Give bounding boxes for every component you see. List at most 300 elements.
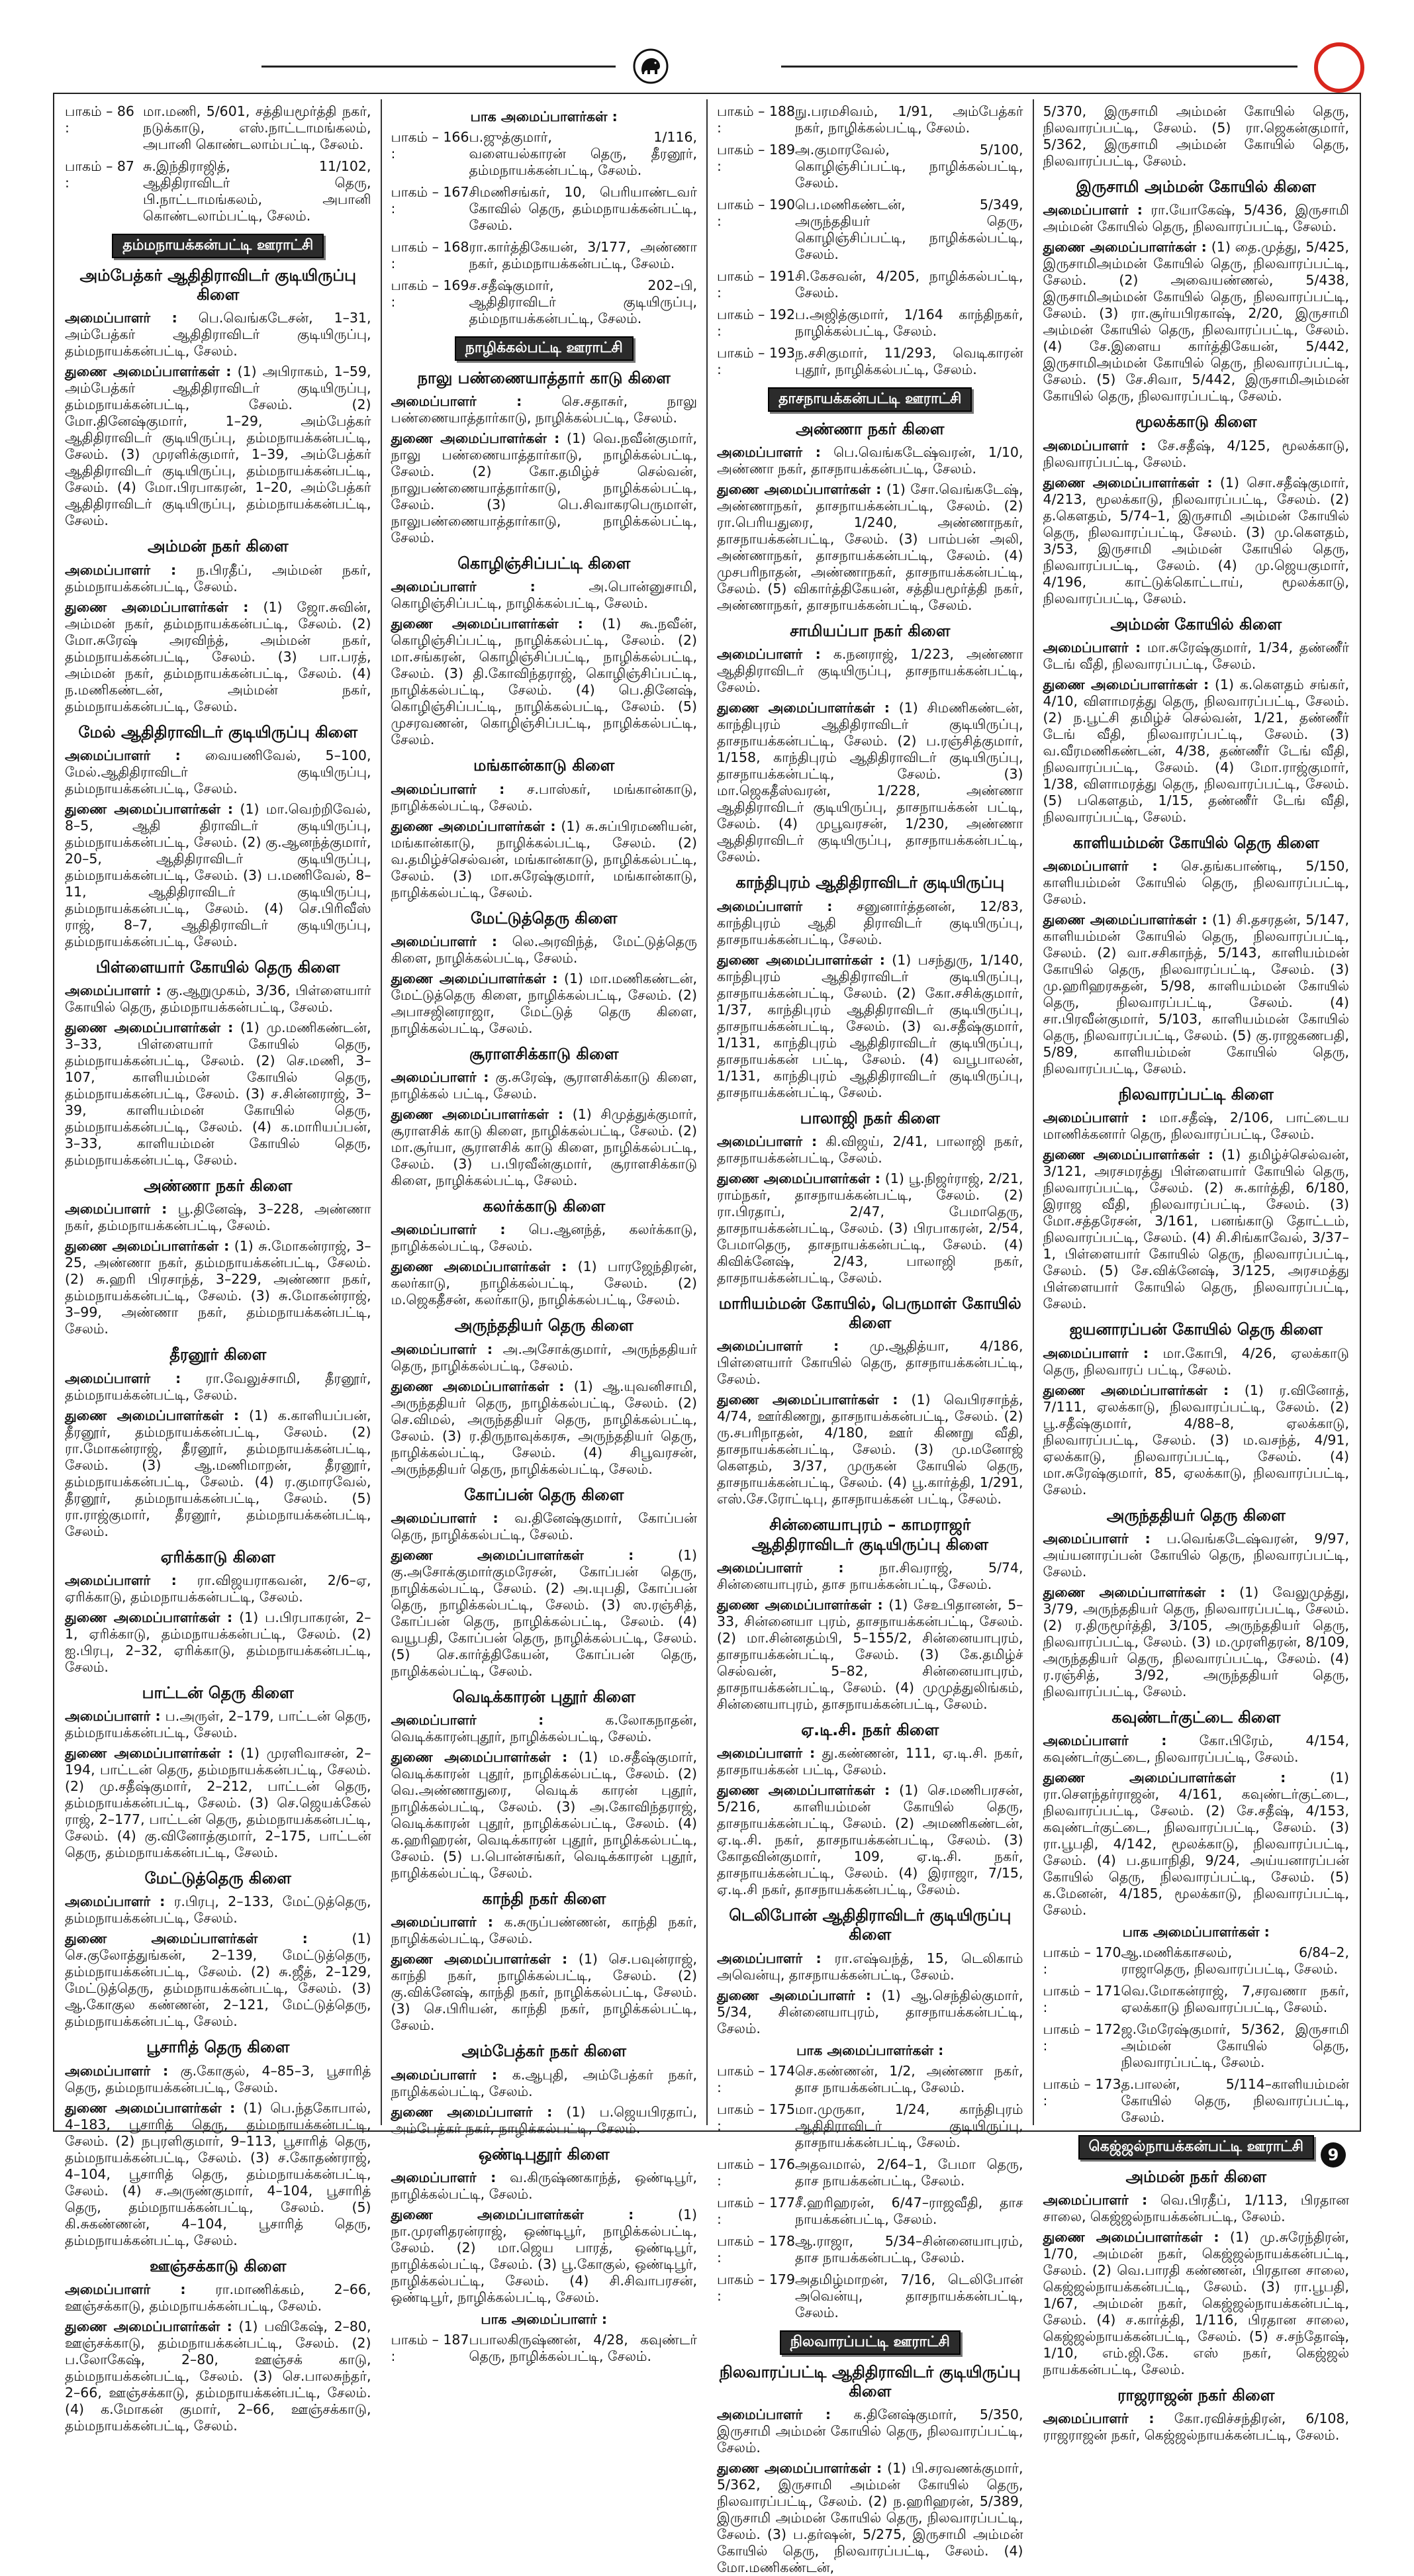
member-entry — [65, 363, 371, 529]
member-role-label: துணை அமைப்பாளர்கள் : — [65, 1020, 234, 1036]
member-role-label: அமைப்பாளர் : — [717, 1745, 816, 1762]
member-entry-text: ந.பிரதீப், அம்மன் நகர், தம்மநாயக்கன்பட்டி, சேலம். — [65, 561, 371, 595]
member-role-label: துணை அமைப்பாளர் : — [717, 1987, 871, 2003]
member-entry — [1043, 239, 1350, 405]
member-entry — [391, 781, 698, 814]
branch-heading: இருசாமி அம்மன் கோயில் கிளை — [1076, 177, 1316, 196]
member-role-label: அமைப்பாளர் : — [717, 444, 821, 461]
member-role-label: துணை அமைப்பாளர்கள் : — [391, 430, 560, 447]
member-role-label: அமைப்பாளர் : — [65, 561, 177, 578]
booth-label: பாகம் – 166 : — [391, 129, 469, 162]
member-entry-text: வ.தினேஷ்குமார், கோப்பன் தெரு, நாழிக்கல்பட்டி, சேலம். — [391, 1509, 697, 1543]
booth-row — [1043, 1944, 1350, 1978]
member-entry — [65, 310, 371, 359]
booth-list-heading: பாக அமைப்பாளர்கள் : — [470, 109, 618, 124]
member-entry-text: கோ.ரவிச்சந்திரன், 6/108, ராஜராஜன் நகர், கெஜ்ஜல்நாயக்கன்பட்டி, சேலம். — [1043, 2410, 1349, 2444]
member-role-label: துணை அமைப்பாளர்கள் : — [1043, 1147, 1214, 1163]
member-role-label: துணை அமைப்பாளர்கள் : — [65, 2099, 236, 2116]
member-entry — [391, 616, 698, 748]
member-role-label: அமைப்பாளர் : — [391, 1712, 544, 1729]
member-entry-text: (1) சேஉபிதானன், 5–33, சின்னையா புரம், தாசநாயக்கன்பட்டி, சேலம். (2) மா.சின்னதம்பி, 5–155/2, சின்னையாபுரம், தாசநாயக்கன்பட்டி, சேலம். (3) கே.தமிழ்ச் செல்வன், 5–82, சின்னையாபுரம், தாசநாயக்கன்பட்டி, சேலம். (4) முமுத்துலிங்கம், சின்னையாபுரம், தாசநாயக்கன்பட்டி, சேலம். — [717, 1596, 1023, 1712]
member-entry — [717, 952, 1023, 1101]
member-entry — [391, 430, 698, 546]
member-entry-text: (1) ஆ.யுவனிசாமி, அருந்ததியர் தெரு, நாழிக்கல்பட்டி, சேலம். (2) செ.விமல், அருந்ததியர் தெரு, நாழிக்கல்பட்டி, சேலம். (3) ர.திருநாவுக்கரசு, அருந்ததியர் தெரு, நாழிக்கல்பட்டி, சேலம். (4) சிபூவரசன், அருந்ததியர் தெரு, நாழிக்கல்பட்டி, சேலம். — [391, 1378, 697, 1477]
member-entry — [65, 2281, 371, 2314]
member-entry — [1043, 202, 1350, 235]
booth-label: பாகம் – 87 : — [65, 158, 134, 191]
member-entry — [65, 2100, 371, 2249]
branch-heading: கோப்பன் தெரு கிளை — [464, 1485, 624, 1504]
member-entry-text: ரா.மாணிக்கம், 2–66, ஊஞ்சக்காடு, தம்மநாயக்கன்பட்டி, சேலம். — [65, 2281, 371, 2314]
article-columns — [56, 99, 1358, 2576]
member-role-label: அமைப்பாளர் : — [1043, 858, 1158, 875]
member-role-label: துணை அமைப்பாளர்கள் : — [1043, 1584, 1226, 1600]
booth-text: சீ.ஹரிஹரன், 6/47–ராஜவீதி, தாச நாயக்கன்பட்டி, சேலம். — [795, 2194, 1023, 2227]
member-role-label: துணை அமைப்பாளர்கள் : — [717, 481, 882, 498]
member-entry — [1043, 2192, 1350, 2225]
booth-row — [391, 2332, 698, 2365]
member-role-label: அமைப்பாளர் : — [717, 646, 821, 663]
member-role-label: அமைப்பாளர் : — [391, 2066, 498, 2083]
member-role-label: துணை அமைப்பாளர்கள் : — [391, 1259, 567, 1275]
member-role-label: துணை அமைப்பாளர்கள் : — [65, 1609, 233, 1625]
booth-label: பாகம் – 168 : — [391, 239, 469, 271]
section-banner-label: தம்மநாயக்கன்பட்டி ஊராட்சி — [112, 234, 324, 258]
member-entry — [717, 1560, 1023, 1593]
member-role-label: அமைப்பாளர் : — [717, 898, 833, 914]
member-entry — [65, 1201, 371, 1234]
member-entry — [65, 1931, 371, 2030]
member-role-label: அமைப்பாளர் : — [391, 1341, 493, 1357]
member-entry-text: அ.அசோக்குமார், அருந்ததியர் தெரு, நாழிக்கல்பட்டி, சேலம். — [391, 1341, 697, 1374]
booth-text: பபாலகிருஷ்ணன், 4/28, கவுண்டர் தெரு, நாழிக்கல்பட்டி, சேலம். — [469, 2332, 697, 2365]
member-entry-text: (1) சிமணிகண்டன், காந்திபுரம் ஆதிதிராவிடர் குடியிருப்பு, தாசநாயக்கன்பட்டி, சேலம். (2) ப.ரஞ்சித்குமார், 1/158, காந்திபுரம் ஆதிதிராவிடர் குடியிருப்பு, தாசநாயக்கன்பட்டி, சேலம். (3) மா.ஜெகதீஸ்வரன், 1/228, அண்ணா ஆதிதிராவிடர் குடியிருப்பு, தாசநாயக்கன் பட்டி, சேலம். (4) முபூவரசன், 1/230, அண்ணா ஆதிதிராவிடர் குடியிருப்பு, தாசநாயக்கன்பட்டி, சேலம். — [717, 700, 1023, 865]
member-entry — [1043, 1147, 1350, 1312]
member-entry-text: வ.கிருஷ்ணகாந்த், ஒண்டிபூர், நாழிக்கல்பட்டி, சேலம். — [391, 2170, 697, 2203]
member-entry-text: (1) கு.அசோக்குமார்குமரேசன், கோப்பன் தெரு, நாழிக்கல்பட்டி, சேலம். (2) அ.யுபதி, கோப்பன் தெரு, நாழிக்கல்பட்டி, சேலம். (3) ஸ.ரஞ்சித், கோப்பன் தெரு, நாழிக்கல்பட்டி, சேலம். (4) வயூபதி, கோப்பன் தெரு, நாழிக்கல்பட்டி, சேலம். (5) செ.கார்த்திகேயன், கோப்பன் தெரு, நாழிக்கல்பட்டி, சேலம். — [391, 1547, 697, 1679]
section-banner-label: கெஜ்ஜல்நாயக்கன்பட்டி ஊராட்சி — [1078, 2135, 1314, 2160]
member-entry-text: (1) ர.வினோத், 7/111, ஏலக்காடு, நிலவாரப்பட்டி, சேலம். (2) பூ.சதீஷ்குமார், 4/88–8, ஏலக்காடு, நிலவாரப்பட்டி, சேலம். (3) ம.வசந்த், 4/91, ஏலக்காடு, நிலவாரப்பட்டி, சேலம். (4) மா.சுரேஷ்குமார், 85, ஏலக்காடு, நிலவாரப்பட்டி, சேலம். — [1043, 1382, 1350, 1498]
member-entry — [717, 481, 1023, 614]
member-entry-text: ரா.விஜயராகவன், 2/6–ஏ, ஏரிக்காடு, தம்மநாயக்கன்பட்டி, சேலம். — [65, 1572, 371, 1605]
member-entry — [391, 1221, 698, 1255]
member-entry-text: (1) ப.ஜெயபிரதாப், அம்பேத்கர் நகர், நாழிக்கல்பட்டி, சேலம். — [391, 2103, 697, 2136]
member-role-label: அமைப்பாளர் : — [391, 393, 522, 410]
booth-text: நு.பரமசிவம், 1/91, அம்பேத்கர் நகர், நாழிக்கல்பட்டி, சேலம். — [795, 103, 1023, 136]
member-entry-text: பெ.வெங்கடேசன், 1–31, அம்பேத்கர் ஆதிதிராவிடர் குடியிருப்பு, தம்மநாயக்கன்பட்டி, சேலம். — [65, 310, 371, 359]
booth-text: ச.சதீஷ்குமார், 202–பி, ஆதிதிராவிடர் குடியிருப்பு, தம்மநாயக்கன்பட்டி, சேலம். — [469, 277, 697, 326]
branch-heading: அம்மன் நகர் கிளை — [1125, 2167, 1267, 2186]
branch-heading: நிலவாரப்பட்டி ஆதிதிராவிடர் குடியிருப்பு கிளை — [719, 2362, 1021, 2401]
member-entry-text: செ.சதாசுர், நாலு பண்ணையாத்தார்காடு, நாழிக்கல்பட்டி, சேலம். — [391, 393, 697, 426]
member-role-label: அமைப்பாளர் : — [65, 1370, 181, 1386]
branch-heading: அண்ணா நகர் கிளை — [796, 419, 945, 438]
booth-row — [717, 2063, 1023, 2096]
branch-heading: ஐயனாரப்பன் கோயில் தெரு கிளை — [1069, 1320, 1323, 1339]
page-header — [0, 0, 1414, 99]
member-entry-text: (1) வெபிரசாந்த், 4/74, ஊர்கிணறு, தாசநாயக்கன்பட்டி, சேலம். (2) ரு.சபரிநாதன், 4/180, ஊர் கிணறு வீதி, தாசநாயக்கன்பட்டி, சேலம். (3) மு.மனோஜ் கௌதம், 3/37, முருகன் கோயில் தெரு, தாசநாயக்கன்பட்டி, சேலம். (4) பூ.கார்த்தி, 1/291, எஸ்.சே.ரோட்டிபு, தாசநாயக்கன் பட்டி, சேலம். — [717, 1392, 1023, 1507]
booth-text: சு.இந்திராஜித், 11/102, ஆதிதிராவிடர் தெரு, பி.நாட்டாமங்கலம், அபானி கொண்டலாம்பட்டி, சேலம். — [143, 158, 371, 224]
branch-heading: மூலக்காடு கிளை — [1135, 412, 1257, 432]
member-role-label: அமைப்பாளர் : — [391, 579, 536, 595]
member-entry-text: (1) நா.முரளிதரன்ராஜ், ஒண்டிபூர், நாழிக்கல்பட்டி, சேலம். (2) மா.ஜெய பாரத், ஒண்டிபூர், நாழிக்கல்பட்டி, சேலம். (3) பூ.கோகுல், ஒண்டிபூர், நாழிக்கல்பட்டி, சேலம். (4) சி.சிவாபரசன், ஒண்டிபூர், நாழிக்கல்பட்டி, சேலம். — [391, 2207, 697, 2306]
member-entry-text: (1) பி.சரவணக்குமார், 5/362, இருசாமி அம்மன் கோயில் தெரு, நிலவாரப்பட்டி, சேலம். (2) ந.ஹரிஹரன், 5/389, இருசாமி அம்மன் கோயில் தெரு, நிலவாரப்பட்டி, சேலம். (3) ப.தர்ஷன், 5/275, இருசாமி அம்மன் கோயில் தெரு, நிலவாரப்பட்டி, சேலம். (4) மோ.மணிகண்டன், — [717, 2460, 1023, 2576]
member-entry-text: (1) ரா.செளந்தர்ராஜன், 4/161, கவுண்டர்குட்டை, நிலவாரப்பட்டி, சேலம். (2) சே.சதீஷ், 4/153, கவுண்டர்குட்டை, நிலவாரப்பட்டி, சேலம். (3) ரா.பூபதி, 4/142, மூலக்காடு, நிலவாரப்பட்டி, சேலம். (4) ப.தயாநிதி, 9/24, அய்யனாரப்பன் கோயில் தெரு, நிலவாரப்பட்டி, சேலம். (5) க.மேனன், 4/185, மூலக்காடு, நிலவாரப்பட்டி, சேலம். — [1043, 1770, 1349, 1919]
member-role-label: அமைப்பாளர் : — [717, 1559, 844, 1576]
member-entry-text: ச.பாஸ்கர், மங்கான்காடு, நாழிக்கல்பட்டி, சேலம். — [391, 781, 697, 814]
booth-text: அதவமால், 2/64–1, பேமா தெரு, தாச நாயக்கன்பட்டி, சேலம். — [795, 2156, 1023, 2189]
member-entry-text: (1) மா.மணிகண்டன், மேட்டுத்தெரு கிளை, நாழிக்கல்பட்டி, சேலம். (2) அபாசஜினராஜா, மேட்டுத் தெரு கிளை, நாழிக்கல்பட்டி, சேலம். — [391, 970, 697, 1036]
member-entry-text: (1) க.காளியப்பன், தீரனூர், தம்மநாயக்கன்பட்டி, சேலம். (2) ரா.மோகன்ராஜ், தீரனூர், தம்மநாயக்கன்பட்டி, சேலம். (3) ஆ.மணிமாறன், தீரனூர், தம்மநாயக்கன்பட்டி, சேலம். (4) ர.குமாரவேல், தீரனூர், தம்மநாயக்கன்பட்டி, சேலம். (5) ரா.ராஜ்குமார், தீரனூர், தம்மநாயக்கன்பட்டி, சேலம். — [65, 1407, 371, 1539]
member-entry — [717, 646, 1023, 696]
member-role-label: அமைப்பாளர் : — [717, 1950, 822, 1966]
elephant-logo-icon — [632, 48, 669, 85]
member-entry-text: செ.தங்கபாண்டி, 5/150, காளியம்மன் கோயில் தெரு, நிலவாரப்பட்டி, சேலம். — [1043, 858, 1349, 908]
member-role-label: அமைப்பாளர் : — [391, 1069, 489, 1086]
branch-heading: மேட்டுத்தெரு கிளை — [471, 908, 618, 928]
booth-label: பாகம் – 175 : — [717, 2101, 795, 2134]
member-entry-text: (1) பாரஜேந்திரன், கலர்காடு, நாழிக்கல்பட்டி, சேலம். (2) ம.ஜெகதீசன், கலர்காடு, நாழிக்கல்பட்டி, சேலம். — [391, 1259, 697, 1308]
member-entry-text: (1) ஆ.செந்தில்குமார், 5/34, சின்னையாபுரம், தாசநாயக்கன்பட்டி, சேலம். — [717, 1987, 1023, 2036]
member-entry-text: (1) சோ.வெங்கடேஷ், அண்ணாநகர், தாசநாயக்கன்பட்டி, சேலம். (2) ரா.பெரியதுரை, 1/240, அண்ணாநகர், தாசநாயக்கன்பட்டி, சேலம். (3) பாம்பன் அலி, அண்ணாநகர், தாசநாயக்கன்பட்டி, சேலம். (4) முசபரிநாதன், அண்ணாநகர், தாசநாயக்கன்பட்டி, சேலம். (5) விகார்த்திகேயன், சத்தியமூர்த்தி நகர், அண்ணாநகர், தாசநாயக்கன்பட்டி, சேலம். — [717, 481, 1023, 614]
member-entry — [1043, 2229, 1350, 2378]
member-entry — [391, 2207, 698, 2306]
member-role-label: அமைப்பாளர் : — [391, 933, 498, 949]
member-entry — [65, 1893, 371, 1927]
booth-text: ஆ.மணிக்காசலம், 6/84–2, ராஜாதெரு, நிலவாரப்பட்டி, சேலம். — [1121, 1944, 1349, 1978]
member-role-label: துணை அமைப்பாளர்கள் : — [1043, 1770, 1286, 1786]
member-entry — [391, 1547, 698, 1680]
member-entry — [717, 2407, 1023, 2456]
member-entry-text: கி.விஜய், 2/41, பாலாஜி நகர், தாசநாயக்கன்பட்டி, சேலம். — [717, 1133, 1023, 1166]
booth-text: பெ.மணிகண்டன், 5/349, அருந்ததியர் தெரு, கொழிஞ்சிப்பட்டி, நாழிக்கல்பட்டி, சேலம். — [795, 197, 1023, 262]
branch-heading: ஒண்டிபுதூர் கிளை — [478, 2144, 610, 2164]
member-role-label: அமைப்பாளர் : — [391, 2170, 496, 2186]
booth-text: ப.அஜித்குமார், 1/164 காந்திநகர், நாழிக்கல்பட்டி, சேலம். — [795, 307, 1023, 339]
member-entry — [65, 1238, 371, 1337]
booth-row — [391, 184, 698, 234]
branch-heading: ஏரிக்காடு கிளை — [160, 1547, 275, 1566]
column-1 — [56, 99, 382, 2434]
branch-heading: சின்னையாபுரம் – காமராஜர் ஆதிதிராவிடர் குடியிருப்பு கிளை — [751, 1515, 988, 1554]
member-entry — [1043, 475, 1350, 607]
member-role-label: துணை அமைப்பாளர்கள் : — [717, 1392, 898, 1408]
branch-heading: அருந்ததியர் தெரு கிளை — [1106, 1505, 1286, 1525]
member-entry — [1043, 438, 1350, 471]
member-entry — [1043, 1733, 1350, 1766]
member-role-label: அமைப்பாளர் : — [391, 781, 505, 797]
member-role-label: துணை அமைப்பாளர்கள் : — [391, 1951, 568, 1968]
member-role-label: துணை அமைப்பாளர்கள் : — [717, 700, 890, 716]
booth-label: பாகம் – 188 : — [717, 103, 795, 136]
booth-text: ஆ.ராஜா, 5/34–சின்னையாபுரம், தாச நாயக்கன்பட்டி, சேலம். — [795, 2232, 1023, 2266]
member-entry-text: சனுனார்த்தனன், 12/83, காந்திபுரம் ஆதி திராவிடர் குடியிருப்பு, தாசநாயக்கன்பட்டி, சேலம். — [717, 898, 1023, 947]
member-entry — [65, 562, 371, 595]
branch-heading: அண்ணா நகர் கிளை — [144, 1176, 293, 1196]
corner-circle-ornament — [1314, 42, 1364, 93]
member-role-label: அமைப்பாளர் : — [65, 1893, 165, 1910]
branch-heading: ஊஞ்சக்காடு கிளை — [150, 2256, 287, 2275]
branch-heading: பாட்டன் தெரு கிளை — [142, 1683, 294, 1702]
member-entry-text: (1) மு.மணிகண்டன், 3–33, பிள்ளையார் கோயில் தெரு, தம்மநாயக்கன்பட்டி, சேலம். (2) செ.மணி, 3–107, காளியம்மன் கோயில் தெரு, தம்மநாயக்கன்பட்டி, சேலம். (3) ச.சின்னராஜ், 3–39, காளியம்மன் கோயில் தெரு, தம்மநாயக்கன்பட்டி, சேலம். (4) க.மாரியப்பன், 3–33, காளியம்மன் கோயில் தெரு, தம்மநாயக்கன்பட்டி, சேலம். — [65, 1020, 371, 1169]
member-role-label: துணை அமைப்பாளர்கள் : — [1043, 1382, 1229, 1398]
booth-text: ரா.கார்த்திகேயன், 3/177, அண்ணா நகர், தம்மநாயக்கன்பட்டி, சேலம். — [469, 239, 697, 271]
member-entry — [717, 1987, 1023, 2037]
member-role-label: துணை அமைப்பாளர்கள் : — [717, 1596, 883, 1613]
member-entry — [391, 1510, 698, 1543]
booth-row — [717, 2233, 1023, 2266]
member-role-label: துணை அமைப்பாளர்கள் : — [65, 1407, 240, 1423]
booth-text: ஜ.மேரேஷ்குமார், 5/362, இருசாமி அம்மன் கோயில் தெரு, நிலவாரப்பட்டி, சேலம். — [1121, 2021, 1349, 2071]
member-entry-text: நா.சிவராஜ், 5/74, சின்னையாபுரம், தாச நாயக்கன்பட்டி, சேலம். — [717, 1559, 1023, 1592]
member-entry — [391, 933, 698, 967]
member-entry-text: (1) செ.குலோத்துங்கன், 2–139, மேட்டுத்தெரு, தம்மநாயக்கன்பட்டி, சேலம். (2) சு.ஜீத், 2–129, மேட்டுத்தெரு, தம்மநாயக்கன்பட்டி, சேலம். (3) ஆ.கோகுல கண்ணன், 2–121, மேட்டுத்தெரு, தம்மநாயக்கன்பட்டி, சேலம். — [65, 1931, 371, 2030]
member-entry-text: (1) சு.சுப்பிரமணியன், மங்கான்காடு, நாழிக்கல்பட்டி, சேலம். (2) வ.தமிழ்ச்செல்வன், மங்கான்காடு, நாழிக்கல்பட்டி, சேலம். (3) மா.சுரேஷ்குமார், மங்கான்காடு, நாழிக்கல்பட்டி, சேலம். — [391, 818, 697, 900]
branch-heading: அருந்ததியர் தெரு கிளை — [454, 1316, 634, 1335]
booth-label: பாகம் – 177 : — [717, 2194, 795, 2227]
member-entry — [65, 1609, 371, 1676]
booth-label: பாகம் – 174 : — [717, 2062, 795, 2095]
booth-label: பாகம் – 189 : — [717, 142, 795, 174]
booth-label: பாகம் – 192 : — [717, 307, 795, 339]
member-entry-text: (1) முரளிவாசன், 2–194, பாட்டன் தெரு, தம்மநாயக்கன்பட்டி, சேலம். (2) மு.சதீஷ்குமார், 2–212, பாட்டன் தெரு, தம்மநாயக்கன்பட்டி, சேலம். (3) செ.ஜெயக்கேல் ராஜ், 2–177, பாட்டன் தெரு, தம்மநாயக்கன்பட்டி, சேலம். (4) கு.வினோத்குமார், 2–175, பாட்டன் தெரு, தம்மநாயக்கன்பட்டி, சேலம். — [65, 1745, 371, 1861]
page-number: 9 — [1321, 2142, 1346, 2168]
branch-heading: ராஜராஜன் நகர் கிளை — [1117, 2386, 1275, 2405]
member-entry — [717, 1338, 1023, 1388]
member-entry-text: ப.அருள், 2–179, பாட்டன் தெரு, தம்மநாயக்கன்பட்டி, சேலம். — [65, 1708, 371, 1741]
branch-heading: அம்பேத்கர் ஆதிதிராவிடர் குடியிருப்பு கிளை — [79, 265, 357, 305]
member-role-label: துணை அமைப்பாளர்கள் : — [65, 1238, 230, 1255]
member-entry — [65, 1572, 371, 1605]
member-entry-text: வையணிவேல், 5–100, மேல்.ஆதிதிராவிடர் குடியிருப்பு, தம்மநாயக்கன்பட்டி, சேலம். — [65, 747, 371, 796]
member-entry — [717, 1597, 1023, 1713]
member-entry-text: (1) க.கௌதம் சங்கர், 4/10, விளாமரத்து தெரு, நிலவாரப்பட்டி, சேலம். (2) ந.பூட்சி தமிழ்ச் செல்வன், 1/21, தண்ணீர் டேங் வீதி, நிலவாரப்பட்டி, சேலம். (3) வ.வீரமணிகண்டன், 4/38, தண்ணீர் டேங் வீதி, நிலவாரப்பட்டி, சேலம். (4) மோ.ராஜ்குமார், 1/38, விளாமரத்து தெரு, நிலவாரப்பட்டி, சேலம். (5) பகௌதம், 1/15, தண்ணீர் டேங் வீதி, நிலவாரப்பட்டி, சேலம். — [1043, 676, 1350, 825]
member-role-label: துணை அமைப்பாளர்கள் : — [391, 1106, 564, 1123]
branch-heading: காளியம்மன் கோயில் தெரு கிளை — [1072, 833, 1319, 852]
member-role-label: துணை அமைப்பாளர்கள் : — [717, 1170, 880, 1186]
booth-row — [717, 103, 1023, 136]
booth-row — [1043, 1983, 1350, 2016]
member-entry-text: (1) சொ.சதீஷ்குமார், 4/213, மூலக்காடு, நிலவாரப்பட்டி, சேலம். (2) த.கௌதம், 5/74–1, இருசாமி அம்மன் கோயில் தெரு, நிலவாரப்பட்டி, சேலம். (3) மு.கௌதம், 3/53, இருசாமி அம்மன் கோயில் தெரு, நிலவாரப்பட்டி, சேலம். (4) மு.ஜெயகுமார், 4/196, காட்டுக்கொட்டாய், மூலக்காடு, நிலவாரப்பட்டி, சேலம். — [1043, 474, 1349, 606]
branch-heading: அம்மன் நகர் கிளை — [147, 537, 289, 556]
member-role-label: துணை அமைப்பாளர்கள் : — [1043, 239, 1207, 256]
member-entry — [1043, 1770, 1350, 1919]
member-role-label: அமைப்பாளர் : — [65, 1201, 167, 1217]
member-entry — [391, 1914, 698, 1947]
booth-row — [717, 2271, 1023, 2321]
booth-row — [1043, 2076, 1350, 2126]
member-role-label: அமைப்பாளர் : — [1043, 437, 1147, 453]
booth-label: பாகம் – 190 : — [717, 197, 795, 229]
member-entry — [391, 2104, 698, 2137]
section-banner — [65, 234, 371, 258]
member-entry-text: 5/370, இருசாமி அம்மன் கோயில் தெரு, நிலவாரப்பட்டி, சேலம். (5) ரா.ஜெகன்குமார், 5/362, இருசாமி அம்மன் கோயில் தெரு, நிலவாரப்பட்டி, சேலம். — [1043, 103, 1349, 169]
member-role-label: துணை அமைப்பாளர்கள் : — [1043, 474, 1213, 491]
member-entry-text: (1) சிமுத்துக்குமார், சூராளசிக் காடு கிளை, நாழிக்கல்பட்டி, சேலம். (2) மா.சூர்யா, சூராளசிக் காடு கிளை, நாழிக்கல்பட்டி, சேலம். (3) ப.பிரவீன்குமார், சூராளசிக்காடு கிளை, நாழிக்கல்பட்டி, சேலம். — [391, 1106, 697, 1189]
member-entry — [1043, 1531, 1350, 1580]
member-role-label: அமைப்பாளர் : — [391, 1221, 506, 1238]
member-entry — [65, 982, 371, 1016]
branch-heading: பூசாரித் தெரு கிளை — [146, 2038, 290, 2057]
member-entry — [391, 579, 698, 612]
booth-list-heading: பாக அமைப்பாளர்கள் : — [1122, 1924, 1270, 1940]
booth-label: பாகம் – 193 : — [717, 345, 795, 377]
member-entry — [65, 2063, 371, 2096]
member-entry-text: ப.வெங்கடேஷ்வரன், 9/97, அய்யனாரப்பன் கோயில் தெரு, நிலவாரப்பட்டி, சேலம். — [1043, 1530, 1349, 1580]
member-entry-text: (1) செ.பவுன்ராஜ், காந்தி நகர், நாழிக்கல்பட்டி, சேலம். (2) கு.விக்னேஷ், காந்தி நகர், நாழிக்கல்பட்டி, சேலம். (3) செ.பிரியன், காந்தி நகர், நாழிக்கல்பட்டி, சேலம். — [391, 1951, 697, 2034]
member-role-label: துணை அமைப்பாளர்கள் : — [1043, 912, 1207, 928]
member-entry — [717, 1133, 1023, 1167]
member-entry-text: க.ஆபுதி, அம்பேத்கர் நகர், நாழிக்கல்பட்டி, சேலம். — [391, 2066, 697, 2099]
member-entry-text: க.சுருப்பண்ணன், காந்தி நகர், நாழிக்கல்பட்டி, சேலம். — [391, 1914, 697, 1947]
member-role-label: அமைப்பாளர் : — [717, 2407, 831, 2423]
branch-heading: கொழிஞ்சிப்பட்டி கிளை — [457, 554, 631, 573]
member-role-label: துணை அமைப்பாளர்கள் : — [391, 1749, 568, 1766]
member-entry — [65, 1370, 371, 1404]
member-entry-text: (1) அபிராகம், 1–59, அம்பேத்கர் ஆதிதிராவிடர் குடியிருப்பு, தம்மநாயக்கன்பட்டி, சேலம். (2) மோ.தினேஷ்குமார், 1–29, அம்பேத்கர் ஆதிதிராவிடர் குடியிருப்பு, தம்மநாயக்கன்பட்டி, சேலம். (3) முரளிக்குமார், 1–39, அம்பேத்கர் ஆதிதிராவிடர் குடியிருப்பு, தம்மநாயக்கன்பட்டி, சேலம். (4) மோ.பிரபாகரன், 1–20, அம்பேத்கர் ஆதிதிராவிடர் குடியிருப்பு, தம்மநாயக்கன்பட்டி, சேலம். — [65, 363, 371, 529]
member-entry — [391, 1712, 698, 1745]
booth-label: பாகம் – 191 : — [717, 268, 795, 301]
section-banner-label: நாழிக்கல்பட்டி ஊராட்சி — [455, 336, 634, 361]
member-entry — [1043, 1345, 1350, 1378]
member-role-label: அமைப்பாளர் : — [717, 1338, 839, 1355]
branch-heading: காந்திபுரம் ஆதிதிராவிடர் குடியிருப்பு — [735, 873, 1005, 892]
member-entry-text: (1) ம.சதீஷ்குமார், வெடிக்காரன் புதூர், நாழிக்கல்பட்டி, சேலம். (2) வெ.அண்ணாதுரை, வெடிக் காரன் புதூர், நாழிக்கல்பட்டி, சேலம். (3) அ.கோவிந்தராஜ், வெடிக்காரன் புதூர், நாழிக்கல்பட்டி, சேலம். (4) க.ஹரிஹரன், வெடிக்காரன் புதூர், நாழிக்கல்பட்டி, சேலம். (5) ப.பொன்சங்கர், வெடிக்காரன் புதூர், நாழிக்கல்பட்டி, சேலம். — [391, 1749, 697, 1882]
section-banner-label: நிலவாரப்பட்டி ஊராட்சி — [780, 2330, 961, 2355]
branch-heading: கலர்க்காடு கிளை — [483, 1197, 606, 1216]
member-entry-text: ரா.வேலுச்சாமி, தீரனூர், தம்மநாயக்கன்பட்டி, சேலம். — [65, 1370, 371, 1403]
member-entry-text: க.தினேஷ்குமார், 5/350, இருசாமி அம்மன் கோயில் தெரு, நிலவாரப்பட்டி, சேலம். — [717, 2407, 1023, 2456]
member-entry — [391, 1951, 698, 2034]
member-role-label: துணை அமைப்பாளர்கள் : — [1043, 2229, 1219, 2246]
member-role-label: துணை அமைப்பாளர்கள் : — [65, 1745, 234, 1762]
member-entry-text: (1) பசந்துரு, 1/140, காந்திபுரம் ஆதிதிராவிடர் குடியிருப்பு, தாசநாயக்கன்பட்டி, சேலம். (2) கோ.சசிக்குமார், 1/37, காந்திபுரம் ஆதிதிராவிடர் குடியிருப்பு, தாசநாயக்கன்பட்டி, சேலம். (3) வ.சதீஷ்குமார், 1/131, காந்திபுரம் ஆதிதிராவிடர் குடியிருப்பு, தாசநாயக்கன் பட்டி, சேலம். (4) வபூபாலன், 1/131, காந்திபுரம் ஆதிதிராவிடர் குடியிருப்பு, தாசநாயக்கன்பட்டி, சேலம். — [717, 951, 1023, 1100]
member-entry — [717, 898, 1023, 948]
booth-label: பாகம் – 179 : — [717, 2271, 795, 2304]
member-entry-text: (1) ஜோ.சுவின், அம்மன் நகர், தம்மநாயக்கன்பட்டி, சேலம். (2) மோ.சுரேஷ் அரவிந்த், அம்மன் நகர், தம்மநாயக்கன்பட்டி, சேலம். (3) பா.பரத், அம்மன் நகர், தம்மநாயக்கன்பட்டி, சேலம். (4) ந.மணிகண்டன், அம்மன் நகர், தம்மநாயக்கன்பட்டி, சேலம். — [65, 598, 371, 714]
member-entry-text: பெ.ஆனந்த், கலர்க்காடு, நாழிக்கல்பட்டி, சேலம். — [391, 1221, 697, 1255]
member-entry — [391, 1378, 698, 1478]
booth-text: சி.கேசவன், 4/205, நாழிக்கல்பட்டி, சேலம். — [795, 268, 1023, 301]
member-entry-text: (1) வெ.நவீன்குமார், நாலு பண்ணையாத்தார்காடு, நாழிக்கல்பட்டி, சேலம். (2) கோ.தமிழ்ச் செல்வன், நாலுபண்ணையாத்தார்காடு, நாழிக்கல்பட்டி, சேலம். (3) பெ.சிவாகரபெருமாள், நாலுபண்ணையாத்தார்காடு, நாழிக்கல்பட்டி, சேலம். — [391, 430, 697, 546]
member-entry — [1043, 858, 1350, 908]
member-role-label: அமைப்பாளர் : — [1043, 1733, 1167, 1749]
member-role-label: அமைப்பாளர் : — [1043, 1345, 1149, 1361]
member-entry-text: மு.ஆதித்யா, 4/186, பிள்ளையார் கோயில் தெரு, தாசநாயக்கன்பட்டி, சேலம். — [717, 1338, 1023, 1388]
booth-list-heading: பாக அமைப்பாளர்கள் : — [796, 2042, 944, 2058]
header-rule-left — [261, 66, 616, 68]
member-role-label: அமைப்பாளர் : — [65, 747, 181, 763]
member-role-label: அமைப்பாளர் : — [65, 1572, 177, 1588]
member-entry-text: க.நனராஜ், 1/223, அண்ணா ஆதிதிராவிடர் குடியிருப்பு, தாசநாயக்கன்பட்டி, சேலம். — [717, 646, 1023, 696]
member-entry-text: பெ.வெங்கடேஷ்வரன், 1/10, அண்ணா நகர், தாசநாயக்கன்பட்டி, சேலம். — [717, 444, 1023, 477]
booth-row — [391, 277, 698, 327]
booth-row — [65, 103, 371, 153]
member-entry — [717, 1782, 1023, 1898]
member-entry — [717, 1950, 1023, 1983]
branch-heading: காந்தி நகர் கிளை — [482, 1889, 606, 1909]
booth-row — [717, 2195, 1023, 2228]
booth-row — [65, 158, 371, 224]
member-role-label: அமைப்பாளர் : — [65, 2062, 169, 2079]
member-entry — [65, 1407, 371, 1540]
booth-row — [391, 129, 698, 179]
member-entry — [65, 2318, 371, 2434]
member-entry — [391, 1749, 698, 1882]
booth-text: மா.மணி, 5/601, சத்தியமூர்த்தி நகர், நடுக்காடு, எஸ்.நாட்டாமங்கலம், அபானி கொண்டலாம்பட்டி, சேலம். — [143, 103, 371, 152]
member-entry-text: (1) செ.மணிபரசன், 5/216, காளியம்மன் கோயில் தெரு, தாசநாயக்கன்பட்டி, சேலம். (2) அமணிகண்டன், ஏ.டி.சி. நகர், தாசநாயக்கன்பட்டி, சேலம். (3) கோதவின்குமார், 109, ஏ.டி.சி. நகர், தாசநாயக்கன்பட்டி, சேலம். (4) இராஜா, 7/15, ஏ.டி.சி நகர், தாசநாயக்கன்பட்டி, சேலம். — [717, 1782, 1023, 1898]
member-entry-text: (1) பெ.ந்தகோபால், 4–183, பூசாரித் தெரு, தம்மநாயக்கன்பட்டி, சேலம். (2) நபுரளிகுமார், 9–113, பூசாரித் தெரு, தம்மநாயக்கன்பட்டி, சேலம். (3) ச.கோதண்ராஜ், 4–104, பூசாரித் தெரு, தம்மநாயக்கன்பட்டி, சேலம். (4) ச.அருண்குமார், 4–104, பூசாரித் தெரு, தம்மநாயக்கன்பட்டி, சேலம். (5) கி.சுகண்ணன், 4–104, பூசாரித் தெரு, தம்மநாயக்கன்பட்டி, சேலம். — [65, 2099, 371, 2248]
branch-heading: சூராளசிக்காடு கிளை — [469, 1044, 619, 1063]
member-entry-text: (1) மு.சுரேந்திரன், 1/70, அம்மன் நகர், கெஜ்ஜல்நாயக்கன்பட்டி, சேலம். (2) வெ.பாரதி கண்ணன், பிரதான சாலை, கெஜ்ஜல்நாயக்கன்பட்டி, சேலம். (3) ரா.பூபதி, 1/67, அம்மன் நகர், கெஜ்ஜல்நாயக்கன்பட்டி, சேலம். (4) ச.கார்த்தி, 1/116, பிரதான சாலை, கெஜ்ஜல்நாயக்கன்பட்டி, சேலம். (5) ச.சந்தோஷ், 1/10, எம்.ஜி.கே. எஸ் நகர், கெஜ்ஜல் நாயக்கன்பட்டி, சேலம். — [1043, 2229, 1349, 2378]
member-entry-text: ர.பிரபு, 2–133, மேட்டுத்தெரு, தம்மநாயக்கன்பட்டி, சேலம். — [65, 1893, 371, 1927]
member-role-label: துணை அமைப்பாளர்கள் : — [391, 818, 556, 834]
member-entry — [1043, 2410, 1350, 2444]
branch-heading: தீரனூர் கிளை — [169, 1345, 267, 1364]
member-role-label: துணை அமைப்பாளர் : — [391, 2103, 553, 2120]
member-entry-text: து.கண்ணன், 111, ஏ.டி.சி. நகர், தாசநாயக்கன் பட்டி, சேலம். — [717, 1745, 1023, 1778]
member-entry — [391, 818, 698, 901]
member-entry — [391, 1259, 698, 1308]
booth-row — [717, 197, 1023, 263]
branch-heading: அம்மன் கோயில் கிளை — [1110, 614, 1282, 634]
member-entry-text: ரா.யோகேஷ், 5/436, இருசாமி அம்மன் கோயில் தெரு, நிலவாரப்பட்டி, சேலம். — [1043, 202, 1349, 235]
member-role-label: துணை அமைப்பாளர்கள் : — [391, 970, 558, 986]
member-entry — [717, 700, 1023, 865]
booth-row — [391, 239, 698, 272]
member-entry — [1043, 1110, 1350, 1143]
member-entry — [391, 1106, 698, 1189]
branch-heading: மேல் ஆதிதிராவிடர் குடியிருப்பு கிளை — [78, 722, 358, 741]
member-entry-text: (1) சு.மோகன்ராஜ், 3–25, அண்ணா நகர், தம்மநாயக்கன்பட்டி, சேலம். (2) சு.ஹரி பிரசாந்த், 3–229, அண்ணா நகர், தம்மநாயக்கன்பட்டி, சேலம். (3) சு.மோகன்ராஜ், 3–99, அண்ணா நகர், தம்மநாயக்கன்பட்டி, சேலம். — [65, 1238, 371, 1337]
member-role-label: துணை அமைப்பாளர்கள் : — [717, 2460, 882, 2477]
member-entry-text: (1) சி.தசரதன், 5/147, காளியம்மன் கோயில் தெரு, நிலவாரப்பட்டி, சேலம். (2) வா.சசிகாந்த், 5/143, காளியம்மன் கோயில் தெரு, நிலவாரப்பட்டி, சேலம். (3) மு.ஹரிஹரசுதன், 5/98, காளியம்மன் கோயில் தெரு, நிலவாரப்பட்டி, சேலம். (4) சா.பிரவீன்குமார், 5/103, காளியம்மன் கோயில் தெரு, நிலவாரப்பட்டி, சேலம். (5) கு.ராஜகணபதி, 5/89, காளியம்மன் கோயில் தெரு, நிலவாரப்பட்டி, சேலம். — [1043, 912, 1350, 1077]
member-role-label: துணை அமைப்பாளர்கள் : — [391, 1547, 634, 1563]
booth-label: பாகம் – 176 : — [717, 2156, 795, 2189]
member-entry — [1043, 912, 1350, 1077]
member-role-label: அமைப்பாளர் : — [391, 1914, 493, 1931]
member-entry-text: கு.ஆறுமுகம், 3/36, பிள்ளையார் கோயில் தெரு, தம்மநாயக்கன்பட்டி, சேலம். — [65, 982, 371, 1016]
branch-heading: டெலிபோன் ஆதிதிராவிடர் குடியிருப்பு கிளை — [729, 1906, 1012, 1944]
member-entry — [1043, 1382, 1350, 1498]
branch-heading: பாலாஜி நகர் கிளை — [800, 1108, 940, 1127]
branch-heading: அம்பேத்கர் நகர் கிளை — [461, 2042, 626, 2061]
booth-row — [717, 268, 1023, 301]
booth-row — [717, 142, 1023, 191]
booth-label: பாகம் – 86 : — [65, 103, 134, 136]
branch-heading: மேட்டுத்தெரு கிளை — [144, 1869, 291, 1888]
member-entry-text: கோ.பிரேம், 4/154, கவுண்டர்குட்டை, நிலவாரப்பட்டி, சேலம். — [1043, 1733, 1349, 1766]
member-entry — [391, 1341, 698, 1374]
column-3 — [708, 99, 1034, 2576]
member-entry-text: லெ.அரவிந்த், மேட்டுத்தெரு கிளை, நாழிக்கல்பட்டி, சேலம். — [391, 933, 697, 966]
member-entry — [717, 1170, 1023, 1286]
booth-text: சிமணிசங்கர், 10, பெரியாண்டவர் கோவில் தெரு, தம்மநாயக்கன்பட்டி, சேலம். — [469, 184, 697, 233]
member-entry-text: மா.கோபி, 4/26, ஏலக்காடு தெரு, நிலவாரப் பட்டி, சேலம். — [1043, 1345, 1349, 1378]
member-entry-text: மா.சுரேஷ்குமார், 1/34, தண்ணீர் டேங் வீதி, நிலவாரப்பட்டி, சேலம். — [1043, 639, 1349, 672]
branch-heading: நாலு பண்ணையாத்தார் காடு கிளை — [417, 368, 671, 387]
member-entry-text: (1) வேலுமுத்து, 3/79, அருந்ததியர் தெரு, நிலவாரப்பட்டி, சேலம். (2) ர.திருமூர்த்தி, 3/105, அருந்ததியர் தெரு, நிலவாரப்பட்டி, சேலம். (3) ம.முரளிதரன், 8/109, அருந்ததியர் தெரு, நிலவாரப்பட்டி, சேலம். (4) ர.ரஞ்சித், 3/92, அருந்ததியர் தெரு, நிலவாரப்பட்டி, சேலம். — [1043, 1584, 1349, 1699]
member-role-label: அமைப்பாளர் : — [65, 2281, 186, 2298]
branch-heading: மங்கான்காடு கிளை — [473, 756, 615, 775]
member-role-label: துணை அமைப்பாளர்கள் : — [65, 363, 232, 380]
branch-heading: சாமியப்பா நகர் கிளை — [790, 622, 951, 641]
member-entry-text: மா.சதீஷ், 2/106, பாட்டைய மாணிக்கனார் தெரு, நிலவாரப்பட்டி, சேலம். — [1043, 1110, 1349, 1143]
member-entry-text: (1) மா.வெற்றிவேல், 8–5, ஆதி திராவிடர் குடியிருப்பு, தம்மநாயக்கன்பட்டி, சேலம். (2) கு.ஆனந்த்குமார், 20–5, ஆதிதிராவிடர் குடியிருப்பு, தம்மநாயக்கன்பட்டி, சேலம். (3) ப.மணிவேல், 8–11, ஆதிதிராவிடர் குடியிருப்பு, தம்மநாயக்கன்பட்டி, சேலம். (4) செ.பிரிவீஸ் ராஜ், 8–7, ஆதிதிராவிடர் குடியிருப்பு, தம்மநாயக்கன்பட்டி, சேலம். — [65, 800, 371, 949]
booth-label: பாகம் – 178 : — [717, 2232, 795, 2266]
booth-text: அதமிழ்மாறன், 7/16, டெலிபோன் அவென்யு, தாசநாயக்கன்பட்டி, சேலம். — [795, 2271, 1023, 2320]
booth-row — [1043, 2021, 1350, 2071]
